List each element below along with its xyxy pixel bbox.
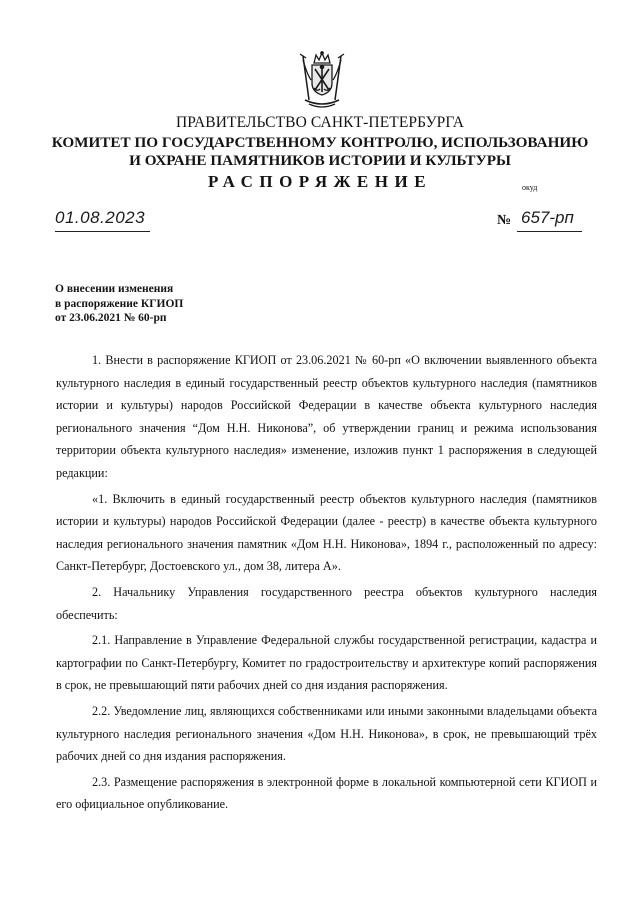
document-body — [56, 349, 597, 816]
document-subject — [55, 282, 183, 326]
number-underline — [517, 231, 582, 232]
subject-line: в распоряжение КГИОП — [55, 297, 184, 310]
subject-line: от 23.06.2021 № 60-рп — [55, 312, 167, 324]
paragraph-2: 2. Начальнику Управления государственного реестра объектов культурного наследия обеспечить: — [56, 584, 597, 622]
paragraph-2-1: 2.1. Направление в Управление Федеральной службы государственной регистрации, кадастра и картографии по Санкт-Петербургу, Комитет по градостроительству и архитектуре копий распоряжения в срок, не превышающий пяти рабочих дней со дня издания распоряжения. — [56, 633, 597, 693]
document-type-title: РАСПОРЯЖЕНИЕ — [207, 172, 433, 191]
paragraph-1-new-wording: «1. Включить в единый государственный реестр объектов культурного наследия (памятников истории и культуры) народов Российской Федерации (далее - реестр) в качестве объекта культурного наследия регионального значения памятник «Дом Н.Н. Никонова», 1894 г., расположенный по адресу: Санкт-Петербург, Достоевского ул., дом 38, литера А». — [56, 491, 597, 574]
subject-line: О внесении изменения — [55, 283, 174, 295]
committee-name-line1: КОМИТЕТ ПО ГОСУДАРСТВЕННОМУ КОНТРОЛЮ, ИСПОЛЬЗОВАНИЮ — [51, 134, 589, 151]
document-number: 657-рп — [521, 208, 574, 227]
number-sign: № — [497, 213, 512, 228]
paragraph-2-2: 2.2. Уведомление лиц, являющихся собственниками или иными законными владельцами объекта культурного наследия регионального значения «Дом Н.Н. Никонова», в срок, не превышающий трёх рабочих дней со дня издания распоряжения. — [56, 703, 597, 764]
government-name: ПРАВИТЕЛЬСТВО САНКТ-ПЕТЕРБУРГА — [175, 114, 465, 131]
date-underline — [55, 231, 150, 232]
document-date-field — [55, 208, 150, 232]
paragraph-2-3: 2.3. Размещение распоряжения в электронной форме в локальной компьютерной сети КГИОП и его официальное опубликование. — [56, 774, 597, 812]
saint-petersburg-coat-of-arms-icon — [297, 50, 347, 112]
okud-label: окуд — [522, 183, 538, 192]
paragraph-1: 1. Внести в распоряжение КГИОП от 23.06.2021 № 60-рп «О включении выявленного объекта культурного наследия в единый государственный реестр объектов культурного наследия (памятников истории и культуры) народов Российской Федерации в качестве объекта культурного наследия регионального значения “Дом Н.Н. Никонова”, об утверждении границ и режима использования территории объекта культурного наследия» изменение, изложив пункт 1 распоряжения в следующей редакции: — [56, 353, 597, 480]
committee-name-line2: И ОХРАНЕ ПАМЯТНИКОВ ИСТОРИИ И КУЛЬТУРЫ — [129, 152, 511, 169]
document-date: 01.08.2023 — [55, 208, 146, 227]
document-number-field — [497, 208, 587, 232]
